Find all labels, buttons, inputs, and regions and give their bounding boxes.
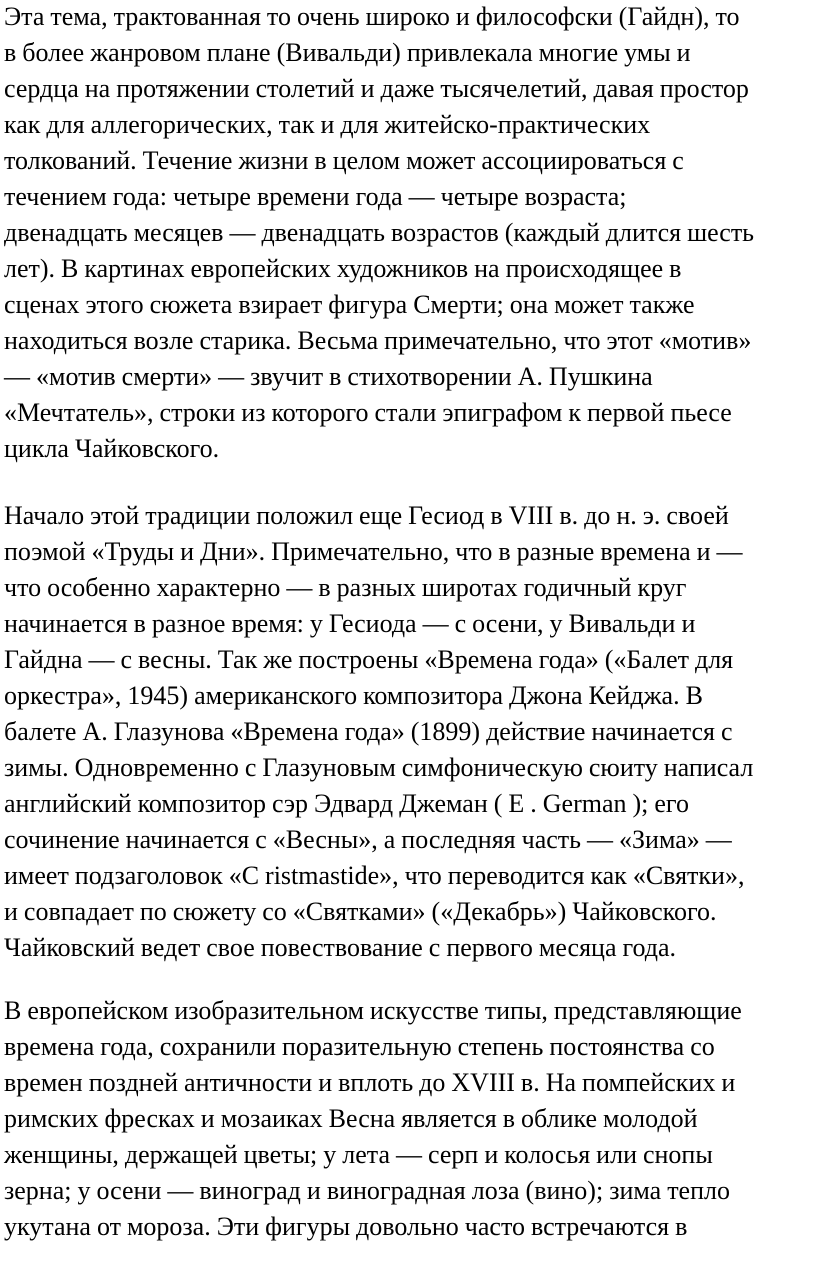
text-line: сердца на протяжении столетий и даже тысячелетий, давая простор bbox=[4, 74, 749, 103]
text-line: толкований. Течение жизни в целом может ассоциироваться с bbox=[4, 146, 684, 175]
text-line: римских фресках и мозаиках Весна является в облике молодой bbox=[4, 1104, 698, 1133]
paragraph-2 bbox=[4, 498, 816, 966]
text-line: цикла Чайковского. bbox=[4, 434, 220, 463]
paragraph-1 bbox=[4, 0, 816, 467]
text-line: имеет подзаголовок «C ristmastide», что переводится как «Святки», bbox=[4, 861, 745, 890]
text-line: в более жанровом плане (Вивальди) привлекала многие умы и bbox=[4, 38, 691, 67]
text-line: двенадцать месяцев — двенадцать возрастов (каждый длится шесть bbox=[4, 218, 755, 247]
text-line: и совпадает по сюжету со «Святками» («Декабрь») Чайковского. bbox=[4, 897, 717, 926]
text-line: «Мечтатель», строки из которого стали эпиграфом к первой пьесе bbox=[4, 398, 732, 427]
text-line: сценах этого сюжета взирает фигура Смерти; она может также bbox=[4, 290, 695, 319]
text-line: начинается в разное время: у Гесиода — с осени, у Вивальди и bbox=[4, 609, 696, 638]
text-line: находиться возле старика. Весьма примечательно, что этот «мотив» bbox=[4, 326, 752, 355]
text-line: поэмой «Труды и Дни». Примечательно, что в разные времена и — bbox=[4, 537, 743, 566]
text-line: сочинение начинается с «Весны», а последняя часть — «Зима» — bbox=[4, 825, 732, 854]
text-line: женщины, держащей цветы; у лета — серп и колосья или снопы bbox=[4, 1140, 713, 1169]
text-line: как для аллегорических, так и для житейско-практических bbox=[4, 110, 651, 139]
text-line: балете А. Глазунова «Времена года» (1899) действие начинается с bbox=[4, 717, 733, 746]
text-line: что особенно характерно — в разных широтах годичный круг bbox=[4, 573, 687, 602]
text-line: зерна; у осени — виноград и виноградная лоза (вино); зима тепло bbox=[4, 1176, 730, 1205]
text-line: — «мотив смерти» — звучит в стихотворении А. Пушкина bbox=[4, 362, 653, 391]
paragraph-3 bbox=[4, 993, 816, 1245]
text-line: течением года: четыре времени года — четыре возраста; bbox=[4, 182, 627, 211]
text-line: Эта тема, трактованная то очень широко и философски (Гайдн), то bbox=[4, 2, 740, 31]
text-line: времен поздней античности и вплоть до XVIII в. На помпейских и bbox=[4, 1068, 736, 1097]
text-line: Гайдна — с весны. Так же построены «Времена года» («Балет для bbox=[4, 645, 734, 674]
text-line: зимы. Одновременно с Глазуновым симфоническую сюиту написал bbox=[4, 753, 754, 782]
text-line: английский композитор сэр Эдвард Джеман ( E . German ); его bbox=[4, 789, 689, 818]
text-line: укутана от мороза. Эти фигуры довольно часто встречаются в bbox=[4, 1212, 688, 1241]
text-line: лет). В картинах европейских художников на происходящее в bbox=[4, 254, 682, 283]
text-line: В европейском изобразительном искусстве типы, представляющие bbox=[4, 996, 742, 1025]
text-line: Чайковский ведет свое повествование с первого месяца года. bbox=[4, 933, 677, 962]
text-line: времена года, сохранили поразительную степень постоянства со bbox=[4, 1032, 715, 1061]
text-line: Начало этой традиции положил еще Гесиод в VIII в. до н. э. своей bbox=[4, 501, 729, 530]
text-line: оркестра», 1945) американского композитора Джона Кейджа. В bbox=[4, 681, 703, 710]
